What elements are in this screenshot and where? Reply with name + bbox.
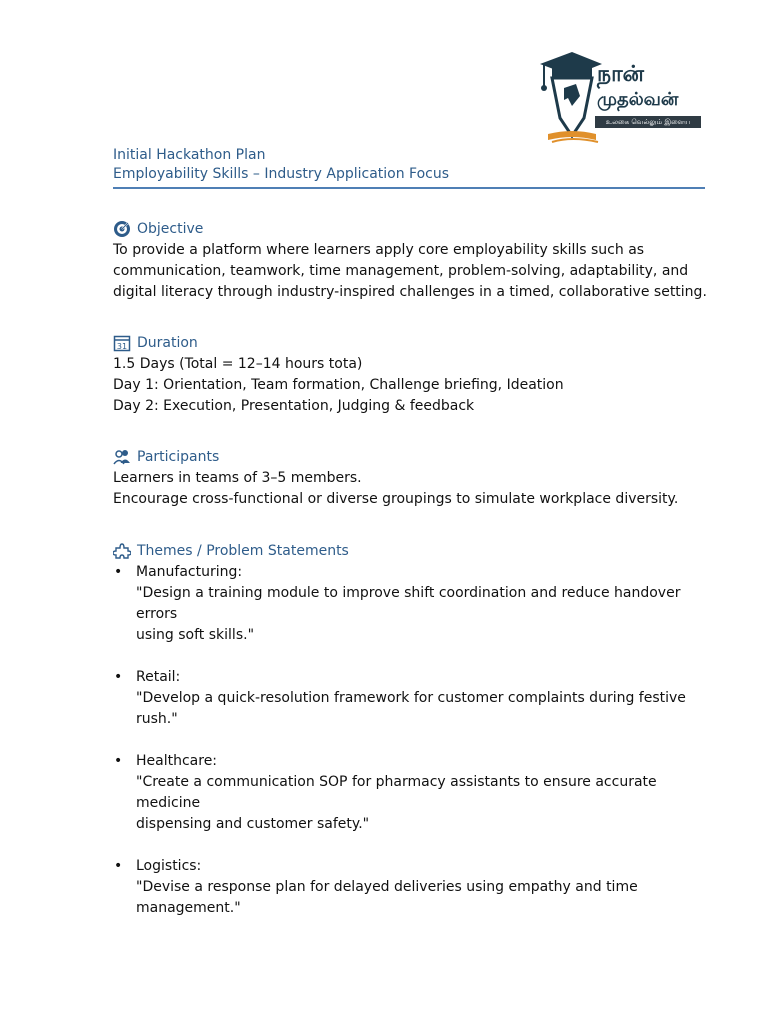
objective-title: Objective [137,221,204,237]
theme-label: Manufacturing: [136,564,243,580]
header-divider [113,187,705,189]
theme-statement: dispensing and customer safety." [136,816,370,832]
theme-statement: "Develop a quick-resolution framework for customer complaints during festive [136,690,686,706]
objective-heading [113,219,203,239]
theme-statement: using soft skills." [136,627,255,643]
duration-line: Day 1: Orientation, Team formation, Challenge briefing, Ideation [113,377,564,393]
bullet-icon: • [114,858,123,874]
list-item [113,856,713,919]
participants-line: Learners in teams of 3–5 members. [113,470,362,486]
theme-statement: "Devise a response plan for delayed deliveries using empathy and time [136,879,638,895]
naan-mudhalvan-logo [538,48,708,148]
theme-statement: rush." [136,711,178,727]
theme-label: Retail: [136,669,181,685]
logo-title-line2: முதல்வன் [597,89,679,110]
participants-title: Participants [137,449,220,465]
target-icon [113,220,131,238]
puzzle-icon [113,542,131,560]
theme-label: Healthcare: [136,753,218,769]
themes-heading [113,541,349,561]
themes-title: Themes / Problem Statements [137,543,349,559]
logo-tagline: உலகை வெல்லும் இளைய தமிழகம் [595,116,701,128]
objective-body [113,240,713,303]
duration-line: 1.5 Days (Total = 12–14 hours tota) [113,356,363,372]
theme-statement: "Design a training module to improve shift coordination and reduce handover errors [136,585,681,622]
list-item [113,751,713,835]
theme-statement: management." [136,900,241,916]
theme-label: Logistics: [136,858,202,874]
people-icon [113,448,131,466]
duration-heading [113,333,198,353]
duration-title: Duration [137,335,198,351]
objective-line: communication, teamwork, time management, problem-solving, adaptability, and [113,263,689,279]
list-item [113,667,713,730]
bullet-icon: • [114,564,123,580]
participants-line: Encourage cross-functional or diverse groupings to simulate workplace diversity. [113,491,679,507]
list-item [113,562,713,646]
participants-heading [113,447,219,467]
document-header [113,146,705,184]
document-subtitle: Employability Skills – Industry Application Focus [113,166,450,182]
graduation-cap-logo-icon [538,48,602,148]
document-title: Initial Hackathon Plan [113,147,266,163]
objective-line: To provide a platform where learners apply core employability skills such as [113,242,645,258]
calendar-icon [113,334,131,352]
theme-statement: "Create a communication SOP for pharmacy assistants to ensure accurate medicine [136,774,657,811]
bullet-icon: • [114,669,123,685]
themes-list [113,562,713,940]
duration-line: Day 2: Execution, Presentation, Judging & feedback [113,398,475,414]
bullet-icon: • [114,753,123,769]
objective-line: digital literacy through industry-inspired challenges in a timed, collaborative setting. [113,284,707,300]
participants-body [113,468,713,510]
calendar-icon-text: 31 [116,342,128,351]
logo-title-line1: நான் [597,62,644,87]
duration-body [113,354,713,417]
